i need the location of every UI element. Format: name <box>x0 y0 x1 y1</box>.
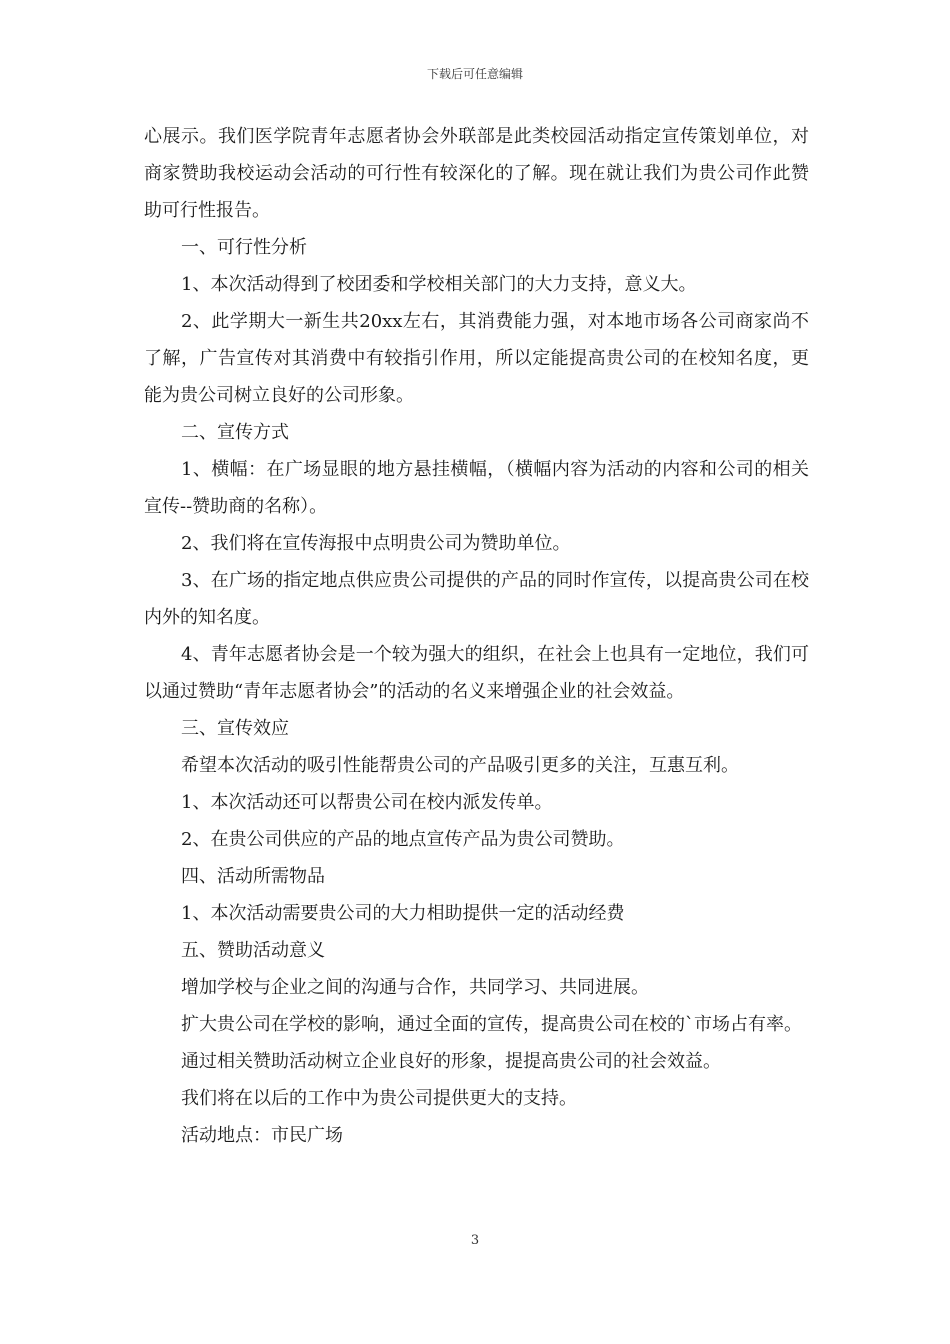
page-header: 下载后可任意编辑 <box>426 67 523 81</box>
paragraph-intro-continuation: 心展示。我们医学院青年志愿者协会外联部是此类校园活动指定宣传策划单位，对商家赞助我校运动会活动的可行性有较深化的了解。现在就让我们为贵公司作此赞助可行性报告。 <box>144 126 809 221</box>
paragraph: 2、此学期大一新生共20xx左右，其消费能力强，对本地市场各公司商家尚不了解，广告宣传对其消费中有较指引作用，所以定能提高贵公司的在校知名度，更能为贵公司树立良好的公司形象。 <box>144 311 809 406</box>
paragraph: 1、本次活动得到了校团委和学校相关部门的大力支持，意义大。 <box>181 274 697 295</box>
paragraph: 希望本次活动的吸引性能帮贵公司的产品吸引更多的关注，互惠互利。 <box>181 755 739 776</box>
section-heading-sponsorship-significance: 五、赞助活动意义 <box>181 940 325 961</box>
paragraph: 1、本次活动需要贵公司的大力相助提供一定的活动经费 <box>181 903 625 924</box>
paragraph: 4、青年志愿者协会是一个较为强大的组织，在社会上也具有一定地位，我们可以通过赞助“青年志愿者协会”的活动的名义来增强企业的社会效益。 <box>144 644 809 702</box>
paragraph: 2、在贵公司供应的产品的地点宣传产品为贵公司赞助。 <box>181 829 625 850</box>
section-heading-feasibility: 一、可行性分析 <box>181 237 307 258</box>
section-heading-promotion-methods: 二、宣传方式 <box>181 422 289 443</box>
section-heading-required-items: 四、活动所需物品 <box>181 866 325 887</box>
paragraph: 3、在广场的指定地点供应贵公司提供的产品的同时作宣传，以提高贵公司在校内外的知名度。 <box>144 570 809 628</box>
document-body <box>144 118 809 1154</box>
section-heading-promotion-effect: 三、宣传效应 <box>181 718 289 739</box>
paragraph-event-location: 活动地点：市民广场 <box>181 1125 343 1146</box>
paragraph: 1、本次活动还可以帮贵公司在校内派发传单。 <box>181 792 553 813</box>
paragraph: 增加学校与企业之间的沟通与合作，共同学习、共同进展。 <box>181 977 649 998</box>
paragraph: 我们将在以后的工作中为贵公司提供更大的支持。 <box>181 1088 577 1109</box>
paragraph: 2、我们将在宣传海报中点明贵公司为赞助单位。 <box>181 533 571 554</box>
paragraph: 1、横幅：在广场显眼的地方悬挂横幅，（横幅内容为活动的内容和公司的相关宣传--赞助商的名称）。 <box>144 459 809 517</box>
paragraph: 扩大贵公司在学校的影响，通过全面的宣传，提高贵公司在校的`市场占有率。 <box>181 1014 802 1035</box>
paragraph: 通过相关赞助活动树立企业良好的形象，提提高贵公司的社会效益。 <box>181 1051 721 1072</box>
page-number: 3 <box>470 1233 480 1248</box>
